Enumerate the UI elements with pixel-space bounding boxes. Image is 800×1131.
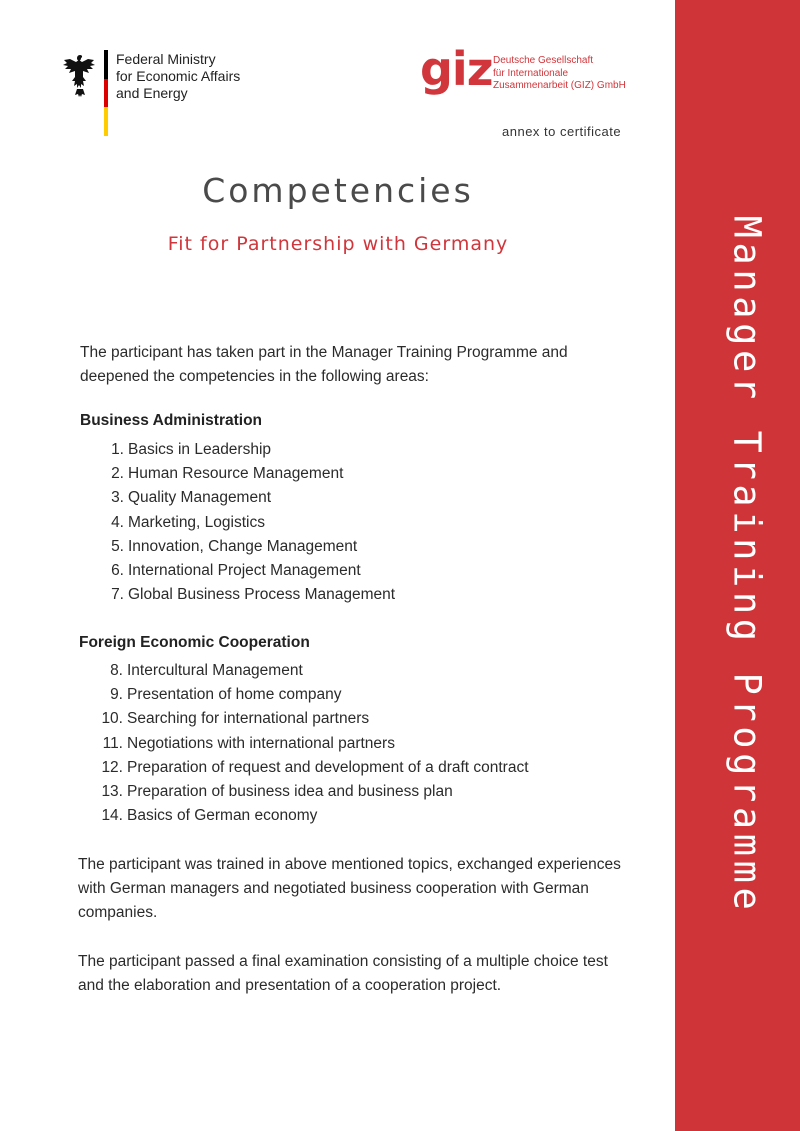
giz-logo (420, 42, 650, 110)
item-number: 5. (111, 537, 124, 555)
list-item (98, 780, 529, 804)
programme-sidebar (675, 0, 800, 1131)
item-text: Basics of German economy (127, 807, 318, 825)
giz-name (493, 55, 626, 93)
foreign-economic-cooperation-list (98, 659, 529, 828)
item-text: Human Resource Management (128, 465, 344, 483)
list-item (104, 511, 395, 535)
giz-line: Zusammenarbeit (GIZ) GmbH (493, 80, 626, 91)
section-heading-business-administration: Business Administration (80, 412, 263, 429)
list-item (104, 535, 395, 559)
item-text: Global Business Process Management (128, 586, 396, 604)
item-text: Preparation of request and development of a draft contract (127, 758, 529, 776)
ministry-line: and Energy (116, 85, 188, 101)
item-text: Marketing, Logistics (128, 513, 265, 531)
item-number: 6. (111, 561, 124, 579)
list-item (104, 438, 395, 462)
ministry-line: Federal Ministry (116, 51, 216, 67)
list-item (104, 462, 395, 486)
item-text: Searching for international partners (127, 710, 370, 728)
item-text: Preparation of business idea and business plan (127, 782, 453, 800)
item-number: 10. (101, 710, 123, 728)
sidebar-programme-title: Manager Training Programme (725, 215, 769, 915)
flag-black (104, 50, 108, 79)
item-text: Innovation, Change Management (128, 537, 358, 555)
list-item (104, 559, 395, 583)
german-flag-stripe (104, 50, 108, 136)
ministry-name (116, 51, 240, 102)
page-title: Competencies (202, 171, 474, 210)
list-item (104, 583, 395, 607)
section-heading-foreign-economic-cooperation: Foreign Economic Cooperation (79, 634, 310, 651)
item-text: Basics in Leadership (128, 441, 272, 458)
federal-eagle-icon (62, 52, 98, 98)
item-text: Presentation of home company (127, 686, 342, 704)
giz-line: für Internationale (493, 67, 569, 79)
ministry-logo (62, 50, 252, 140)
list-item (98, 732, 529, 756)
annex-label: annex to certificate (502, 124, 622, 139)
giz-wordmark: giz (420, 42, 493, 96)
item-text: Quality Management (128, 489, 272, 507)
item-text: Intercultural Management (127, 662, 303, 679)
list-item (104, 486, 395, 510)
item-number: 9. (110, 686, 123, 704)
list-item (98, 756, 529, 780)
giz-line: Deutsche Gesellschaft (493, 55, 594, 66)
ministry-line: for Economic Affairs (116, 68, 241, 84)
intro-paragraph: The participant has taken part in the Manager Training Programme and deepened the competencies in the following areas: (80, 344, 568, 385)
item-number: 2. (111, 465, 124, 483)
flag-gold (104, 107, 108, 136)
item-text: International Project Management (128, 561, 361, 579)
item-number: 12. (101, 758, 123, 776)
list-item (98, 804, 529, 828)
flag-red (104, 79, 108, 108)
business-administration-list (104, 438, 395, 607)
page-subtitle: Fit for Partnership with Germany (167, 233, 509, 255)
list-item (98, 707, 529, 731)
item-number: 4. (111, 513, 124, 531)
item-number: 14. (101, 807, 123, 825)
examination-paragraph: The participant passed a final examination consisting of a multiple choice test and the elaboration and presentation of a cooperation project. (78, 953, 608, 994)
list-item (98, 683, 529, 707)
item-number: 13. (101, 782, 123, 800)
item-number: 8. (110, 662, 123, 679)
item-number: 1. (111, 441, 124, 458)
item-number: 11. (102, 734, 123, 752)
training-summary-paragraph: The participant was trained in above mentioned topics, exchanged experiences with German managers and negotiated business cooperation with German companies. (78, 856, 621, 921)
item-number: 3. (111, 489, 124, 507)
list-item (98, 659, 529, 683)
item-number: 7. (111, 586, 124, 604)
item-text: Negotiations with international partners (127, 734, 395, 752)
